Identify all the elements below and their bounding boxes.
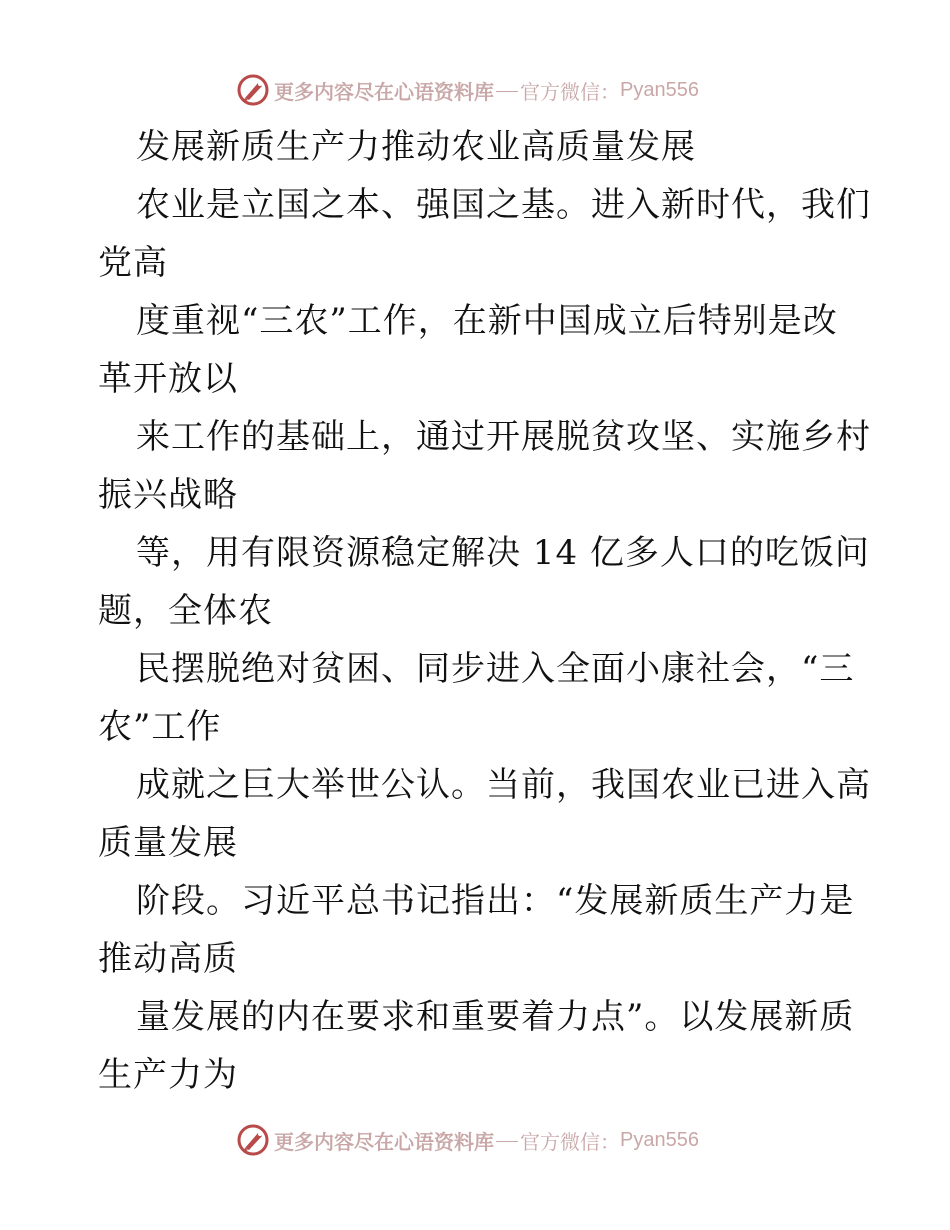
text-line: 民摆脱绝对贫困、同步进入全面小康社会，“三 xyxy=(136,649,855,689)
pen-logo-icon xyxy=(236,73,270,107)
text-line: 阶段。习近平总书记指出：“发展新质生产力是 xyxy=(136,881,855,921)
document-title: 发展新质生产力推动农业高质量发展 xyxy=(136,127,696,167)
text-line: 质量发展 xyxy=(98,823,238,863)
watermark-dash xyxy=(496,1141,518,1142)
pen-logo-icon xyxy=(236,1123,270,1157)
text-line: 生产力为 xyxy=(98,1055,238,1095)
text-line: 农”工作 xyxy=(98,707,222,747)
footer-watermark xyxy=(236,1122,699,1158)
text-line: 推动高质 xyxy=(98,939,238,979)
watermark-slogan: 更多内容尽在心语资料库 xyxy=(274,1129,494,1154)
text-line: 农业是立国之本、强国之基。进入新时代，我们 xyxy=(136,185,871,225)
text-line: 度重视“三农”工作，在新中国成立后特别是改 xyxy=(136,301,838,341)
document-body xyxy=(98,118,871,1104)
text-line: 党高 xyxy=(98,243,168,283)
watermark-wechat-id: Pyan556 xyxy=(620,1128,699,1151)
watermark-wechat-label: 官方微信： xyxy=(520,79,620,104)
header-watermark xyxy=(236,72,699,108)
text-line: 量发展的内在要求和重要着力点”。以发展新质 xyxy=(136,997,855,1037)
watermark-slogan: 更多内容尽在心语资料库 xyxy=(274,79,494,104)
text-line: 成就之巨大举世公认。当前，我国农业已进入高 xyxy=(136,765,871,805)
watermark-wechat-label: 官方微信： xyxy=(520,1129,620,1154)
text-line: 来工作的基础上，通过开展脱贫攻坚、实施乡村 xyxy=(136,417,871,457)
watermark-wechat-id: Pyan556 xyxy=(620,78,699,101)
text-line: 等，用有限资源稳定解决 14 亿多人口的吃饭问 xyxy=(136,533,870,573)
text-line: 革开放以 xyxy=(98,359,238,399)
text-line: 振兴战略 xyxy=(98,475,238,515)
watermark-dash xyxy=(496,91,518,92)
text-line: 题，全体农 xyxy=(98,591,273,631)
